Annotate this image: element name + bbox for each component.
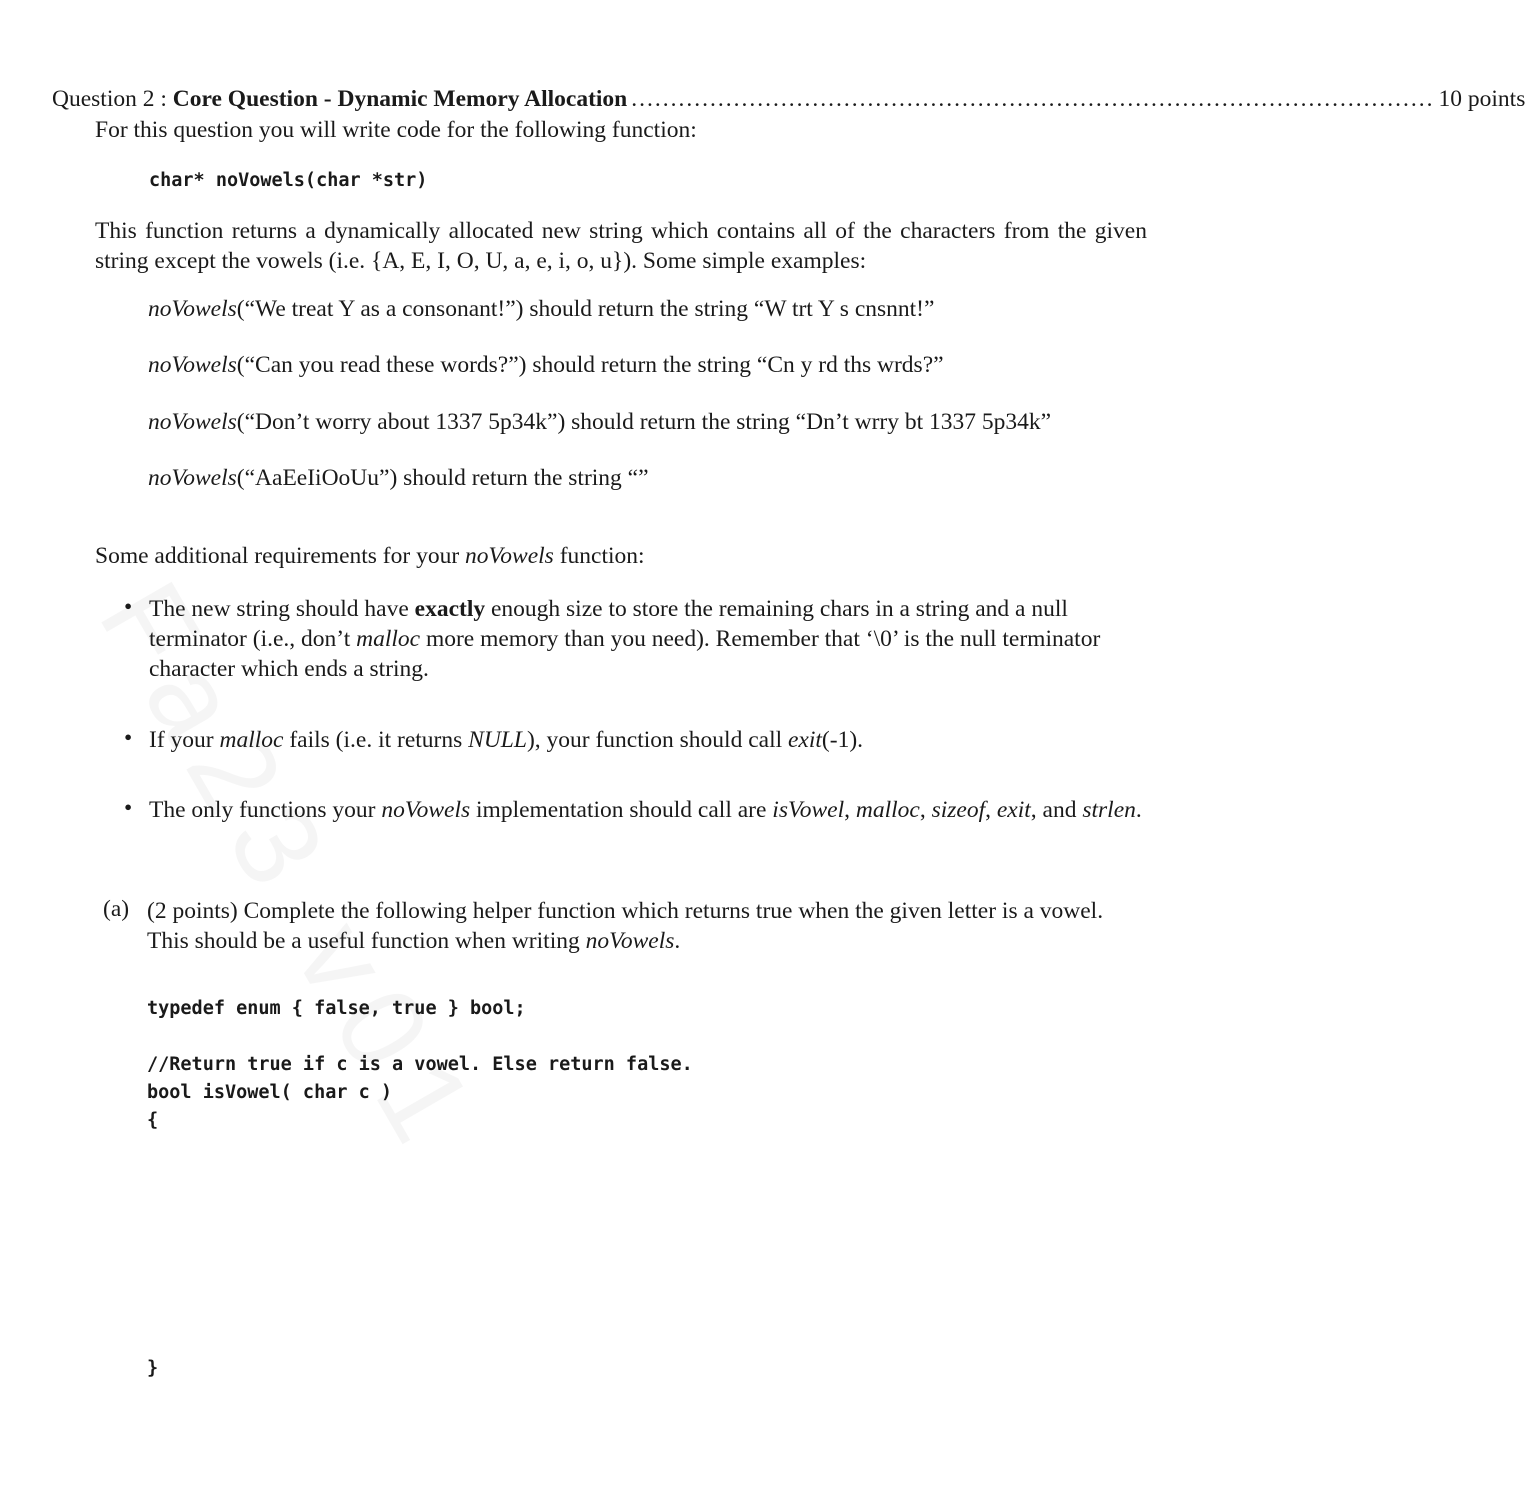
bullet-text: implementation should call are [470, 797, 773, 823]
bullet-fn: sizeof [931, 797, 986, 823]
bullet-fn: exit [788, 727, 822, 753]
bullet-sep: , [919, 797, 932, 823]
bullet-fn: NULL [468, 727, 527, 753]
question-header [52, 86, 1525, 113]
bullet-text: (-1). [821, 727, 864, 753]
example-fn: noVowels [148, 465, 237, 491]
example-1 [148, 296, 934, 323]
bullet-2 [149, 725, 1147, 755]
bullet-emphasis: exactly [414, 596, 486, 622]
requirements-intro-fn: noVowels [465, 543, 554, 569]
example-4 [148, 465, 649, 492]
bullet-sep: , [844, 797, 856, 823]
watermark [72, 560, 690, 1494]
bullet-fn: isVowel [772, 797, 845, 823]
bullet-dot: • [124, 725, 133, 751]
code-open-brace: { [147, 1110, 159, 1131]
example-fn: noVowels [148, 409, 237, 435]
bullet-fn: malloc [855, 797, 920, 823]
example-3 [148, 409, 1051, 436]
question-title: Core Question - Dynamic Memory Allocation [172, 86, 628, 112]
function-signature: char* noVowels(char *str) [149, 170, 428, 191]
bullet-1 [149, 594, 1147, 684]
code-function-signature: bool isVowel( char c ) [147, 1082, 393, 1103]
question-points: 10 points [1438, 86, 1525, 112]
part-a-fn: noVowels [585, 928, 675, 954]
bullet-sep: . [1135, 797, 1142, 823]
bullet-text: enough size to store the remaining chars in a string and a null terminator (i.e., don’t [149, 596, 1068, 652]
code-comment: //Return true if c is a vowel. Else return false. [147, 1054, 693, 1075]
bullet-dot: • [124, 594, 133, 620]
code-typedef: typedef enum { false, true } bool; [147, 998, 526, 1019]
bullet-text: ), your function should call [526, 727, 788, 753]
part-a-text [147, 896, 1147, 956]
bullet-text: The only functions your [149, 797, 382, 823]
bullet-text: more memory than you need). Remember that ‘\0’ is the null terminator character which ends a string. [149, 626, 1101, 682]
intro-text: For this question you will write code for the following function: [95, 117, 697, 143]
question-label: Question 2 : [52, 86, 167, 112]
bullet-text: If your [149, 727, 220, 753]
bullet-fn: strlen [1082, 797, 1136, 823]
example-call: (“Can you read these words?”) should return the string “Cn y rd ths wrds?” [236, 352, 944, 378]
bullet-sep: , [985, 797, 997, 823]
requirements-intro-post: function: [553, 543, 645, 569]
description-text: This function returns a dynamically allocated new string which contains all of the characters from the given string except the vowels (i.e. {A, E, I, O, U, a, e, i, o, u}). Some simple examples: [95, 218, 1147, 274]
leader-dots: ...................................................................................................... [631, 86, 1435, 112]
bullet-fn: noVowels [381, 797, 471, 823]
bullet-fn: malloc [356, 626, 421, 652]
requirements-intro-pre: Some additional requirements for your [95, 543, 466, 569]
example-call: (“We treat Y as a consonant!”) should return the string “W trt Y s cnsnnt!” [236, 296, 935, 322]
example-call: (“Don’t worry about 1337 5p34k”) should return the string “Dn’t wrry bt 1337 5p34k” [236, 409, 1052, 435]
part-a-text-post: . [674, 928, 681, 954]
bullet-fn: exit [996, 797, 1031, 823]
bullet-text: fails (i.e. it returns [283, 727, 469, 753]
bullet-sep: , and [1030, 797, 1083, 823]
part-a-label: (a) [103, 896, 130, 922]
example-fn: noVowels [148, 296, 237, 322]
part-a-text-pre: (2 points) Complete the following helper function which returns true when the given letter is a vowel. This should be a useful function when writing [147, 898, 1104, 954]
bullet-dot: • [124, 795, 133, 821]
requirements-intro [95, 543, 645, 570]
answer-area[interactable] [147, 1135, 1147, 1350]
code-close-brace: } [147, 1358, 159, 1379]
example-fn: noVowels [148, 352, 237, 378]
bullet-text: The new string should have [149, 596, 415, 622]
bullet-fn: malloc [219, 727, 284, 753]
example-call: (“AaEeIiOoUu”) should return the string “” [236, 465, 649, 491]
bullet-3 [149, 795, 1147, 825]
example-2 [148, 352, 944, 379]
